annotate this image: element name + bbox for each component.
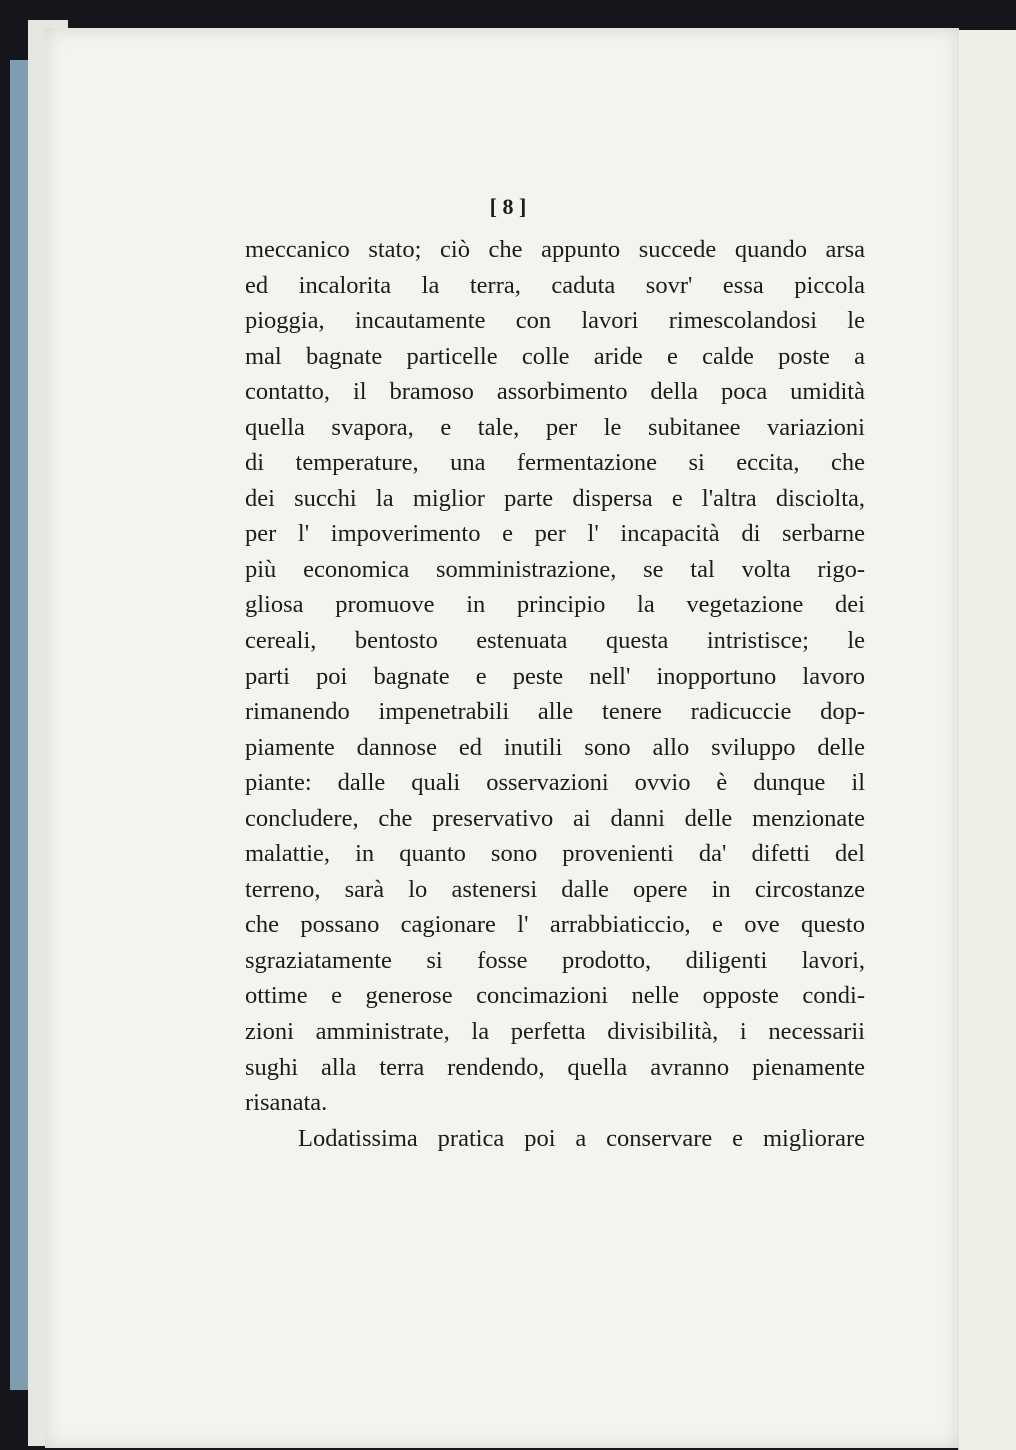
text-line: quella svapora, e tale, per le subitanee variazioni (245, 413, 865, 441)
text-line: rimanendo impenetrabili alle tenere radicuccie dop- (245, 698, 865, 726)
text-line: parti poi bagnate e peste nell' inopportuno lavoro (245, 662, 865, 690)
text-line: contatto, il bramoso assorbimento della poca umidità (245, 378, 865, 406)
text-line: ottime e generose concimazioni nelle opposte condi- (245, 982, 865, 1010)
text-line: zioni amministrate, la perfetta divisibilità, i necessarii (245, 1018, 865, 1046)
text-line: di temperature, una fermentazione si eccita, che (245, 449, 865, 477)
text-line: terreno, sarà lo astenersi dalle opere in circostanze (245, 875, 865, 903)
text-line: cereali, bentosto estenuata questa intristisce; le (245, 627, 865, 655)
next-page-edge (958, 30, 1016, 1450)
page-number: [ 8 ] (489, 194, 527, 219)
text-line: risanata. (245, 1089, 328, 1117)
text-line: piante: dalle quali osservazioni ovvio è dunque il (245, 769, 865, 797)
text-line: per l' impoverimento e per l' incapacità di serbarne (245, 520, 865, 548)
text-line: che possano cagionare l' arrabbiaticcio, e ove questo (245, 911, 865, 939)
text-line: Lodatissima pratica poi a conservare e migliorare (298, 1124, 865, 1152)
text-line: sughi alla terra rendendo, quella avranno pienamente (245, 1053, 865, 1081)
text-line: più economica somministrazione, se tal volta rigo- (245, 555, 865, 583)
text-line: concludere, che preservativo ai danni delle menzionate (245, 804, 865, 832)
body-text (245, 232, 865, 1156)
text-line: mal bagnate particelle colle aride e calde poste a (245, 342, 865, 370)
text-line: ed incalorita la terra, caduta sovr' essa piccola (245, 271, 865, 299)
text-line: sgraziatamente si fosse prodotto, diligenti lavori, (245, 946, 865, 974)
text-line: pioggia, incautamente con lavori rimescolandosi le (245, 307, 865, 335)
text-line: malattie, in quanto sono provenienti da' difetti del (245, 840, 865, 868)
text-line: gliosa promuove in principio la vegetazione dei (245, 591, 865, 619)
text-line: dei succhi la miglior parte dispersa e l'altra disciolta, (245, 484, 865, 512)
text-line: meccanico stato; ciò che appunto succede quando arsa (245, 236, 865, 263)
text-line: piamente dannose ed inutili sono allo sviluppo delle (245, 733, 865, 761)
